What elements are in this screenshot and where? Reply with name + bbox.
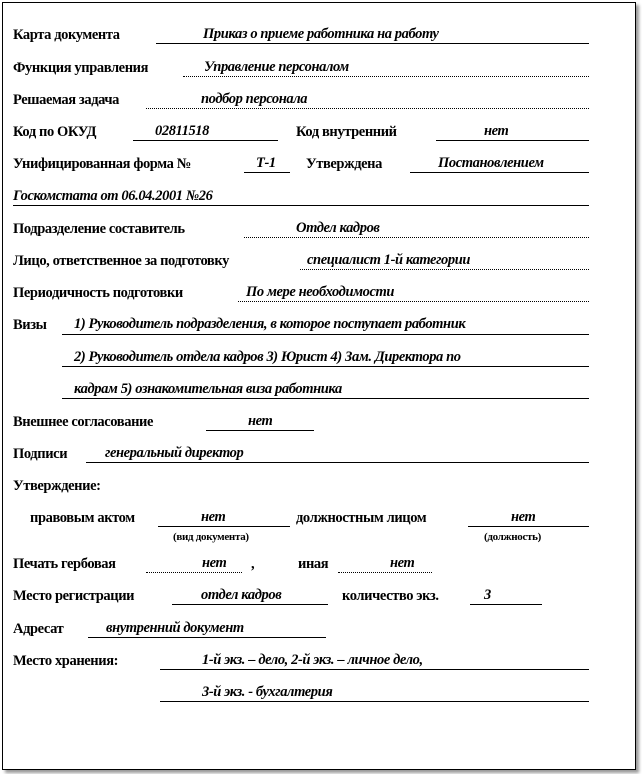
value-vizy-line2: 2) Руководитель отдела кадров 3) Юрист 4) Зам. Директора по [74, 349, 461, 365]
value-pravovym: нет [201, 509, 226, 525]
underline-funkciya [183, 76, 589, 77]
underline-hranenie-1 [160, 669, 589, 670]
label-mesto-reg: Место регистрации [13, 588, 135, 604]
underline-kod-vnutrenniy [436, 140, 589, 141]
underline-vizy-3 [62, 398, 589, 399]
underline-hranenie-2 [160, 701, 589, 702]
value-vneshnee: нет [248, 413, 273, 429]
label-dolzhnostnym: должностным лицом [296, 510, 427, 526]
value-pechat: нет [202, 555, 227, 571]
value-utverzhdena: Постановлением [438, 155, 544, 171]
value-karta: Приказ о приеме работника на работу [203, 26, 439, 42]
value-funkciya: Управление персоналом [204, 59, 349, 75]
underline-goskomstat [13, 205, 589, 206]
label-okud: Код по ОКУД [13, 124, 97, 140]
underline-periodichnost [238, 301, 589, 302]
value-vizy-line1: 1) Руководитель подразделения, в которое поступает работник [74, 316, 466, 332]
value-kolichestvo: 3 [484, 587, 491, 603]
underline-adresat [88, 637, 326, 638]
underline-vizy-2 [62, 366, 589, 367]
value-okud: 02811518 [155, 123, 209, 139]
value-adresat: внутренний документ [106, 620, 244, 636]
pechat-comma: , [251, 556, 255, 572]
label-utverzhdenie: Утверждение: [13, 478, 101, 494]
underline-podrazdelenie [244, 237, 589, 238]
caption-vid-dokumenta: (вид документа) [173, 531, 249, 543]
underline-okud [133, 140, 278, 141]
underline-utverzhdena [410, 172, 589, 173]
label-zadacha: Решаемая задача [13, 92, 120, 108]
label-forma: Унифицированная форма № [13, 156, 191, 172]
value-vizy-line3: кадрам 5) ознакомительная виза работника [74, 381, 342, 397]
value-forma: Т-1 [256, 155, 276, 171]
value-inaya: нет [390, 555, 415, 571]
label-hranenie: Место хранения: [13, 653, 119, 669]
value-lico: специалист 1-й категории [307, 252, 471, 268]
underline-forma [244, 172, 290, 173]
value-periodichnost: По мере необходимости [246, 284, 395, 300]
underline-vneshnee [206, 430, 314, 431]
underline-zadacha [146, 108, 589, 109]
caption-dolzhnost: (должность) [484, 531, 542, 543]
label-pechat: Печать гербовая [13, 556, 116, 572]
underline-lico [300, 269, 589, 270]
underline-pechat [146, 572, 242, 573]
value-dolzhnostnym: нет [511, 509, 536, 525]
underline-karta [156, 43, 589, 44]
label-inaya: иная [298, 556, 329, 572]
label-vizy: Визы [13, 317, 47, 333]
value-hranenie-line2: 3-й экз. - бухгалтерия [202, 684, 333, 700]
value-podpisi: генеральный директор [105, 445, 244, 461]
value-zadacha: подбор персонала [201, 91, 308, 107]
label-funkciya: Функция управления [13, 60, 149, 76]
value-hranenie-line1: 1-й экз. – дело, 2-й экз. – личное дело, [202, 652, 423, 668]
underline-vizy-1 [62, 334, 589, 335]
underline-kolichestvo [470, 604, 542, 605]
value-kod-vnutrenniy: нет [484, 123, 509, 139]
label-kod-vnutrenniy: Код внутренний [296, 124, 397, 140]
value-goskomstat: Госкомстата от 06.04.2001 №26 [13, 188, 213, 204]
label-lico: Лицо, ответственное за подготовку [13, 253, 229, 269]
label-podrazdelenie: Подразделение составитель [13, 221, 185, 237]
label-adresat: Адресат [13, 621, 64, 637]
label-karta: Карта документа [13, 27, 120, 43]
label-utverzhdena: Утверждена [306, 156, 382, 172]
underline-dolzhnostnym [468, 526, 589, 527]
underline-mesto-reg [172, 604, 328, 605]
underline-pravovym [158, 526, 290, 527]
label-vneshnee: Внешнее согласование [13, 414, 154, 430]
label-kolichestvo: количество экз. [342, 588, 439, 604]
underline-podpisi [86, 462, 589, 463]
label-pravovym: правовым актом [30, 510, 135, 526]
label-podpisi: Подписи [13, 446, 68, 462]
value-mesto-reg: отдел кадров [201, 587, 282, 603]
underline-inaya [338, 572, 432, 573]
label-periodichnost: Периодичность подготовки [13, 285, 183, 301]
value-podrazdelenie: Отдел кадров [296, 220, 380, 236]
